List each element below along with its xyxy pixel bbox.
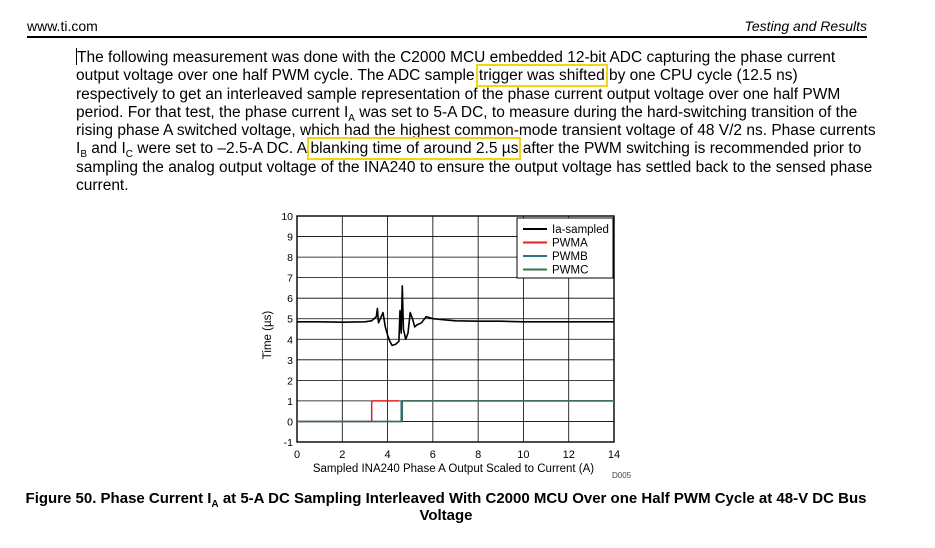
x-tick-label-3: 6	[429, 449, 436, 461]
header-url[interactable]: www.ti.com	[27, 18, 98, 34]
subscript-a: A	[348, 112, 355, 124]
paragraph-text-3: was set to 5-A DC, to measure during the hard-switching transition of the rising phase A switched voltage, which had the highest common-mode transient voltage of 48 V/2 ns. Phase currents I	[76, 103, 876, 158]
y-tick-label-5: 4	[287, 334, 293, 347]
y-tick-label-3: 2	[287, 375, 293, 388]
caption-suffix: at 5-A DC Sampling Interleaved With C2000 MCU Over one Half PWM Cycle at 48-V DC Bus Voltage	[218, 490, 867, 524]
subscript-c: C	[125, 149, 133, 161]
legend-label-3: PWMC	[552, 264, 589, 277]
y-tick-label-2: 1	[287, 395, 293, 408]
series-line-pwmb	[297, 401, 614, 422]
y-tick-label-7: 6	[287, 293, 293, 306]
x-tick-label-5: 10	[517, 449, 530, 461]
paragraph-text-6: after the PWM switching is recommended prior to sampling the analog output voltage of the INA240 to ensure the output voltage has settled back to the sensed phase current.	[76, 140, 873, 195]
caption-prefix: Figure 50. Phase Current I	[25, 490, 212, 507]
y-tick-label-0: -1	[283, 437, 293, 449]
x-tick-label-7: 14	[607, 449, 621, 461]
series-line-pwma	[297, 401, 399, 422]
legend-label-0: Ia-sampled	[552, 224, 609, 236]
y-tick-label-8: 7	[287, 272, 293, 285]
highlight-trigger-shifted: trigger was shifted	[478, 67, 605, 85]
y-tick-label-10: 9	[287, 231, 293, 244]
paragraph-text-2: by one CPU cycle (12.5 ns) respectively to get an interleaved sample representation of the phase current output voltage over one half PWM period. For that test, the phase current I	[76, 67, 841, 121]
subscript-b: B	[80, 149, 87, 161]
legend-label-2: PWMB	[552, 251, 588, 263]
y-tick-label-4: 3	[287, 354, 293, 367]
x-tick-label-1: 2	[339, 449, 346, 461]
figure-id-label: D005	[612, 471, 632, 480]
x-tick-label-6: 12	[562, 449, 575, 461]
y-tick-label-6: 5	[287, 313, 293, 326]
x-axis-label: Sampled INA240 Phase A Output Scaled to Current (A)	[312, 463, 595, 475]
paragraph-text-1: The following measurement was done with the C2000 MCU embedded 12-bit ADC capturing the phase current output voltage over one half PWM cycle. The ADC sample	[76, 49, 836, 85]
y-axis-label: Time (µs)	[262, 310, 274, 360]
y-tick-label-11: 10	[281, 211, 293, 223]
figure-caption	[0, 490, 892, 524]
series-line-pwmc	[297, 401, 614, 422]
legend-label-1: PWMA	[552, 237, 588, 250]
x-tick-label-2: 4	[384, 449, 391, 461]
highlight-blanking-time: blanking time of around 2.5 µs	[310, 140, 519, 158]
paragraph-text-4: and I	[86, 140, 126, 158]
series-line-ia-sampled	[297, 286, 614, 346]
y-tick-label-9: 8	[287, 252, 293, 265]
y-tick-label-1: 0	[287, 416, 293, 429]
x-tick-label-4: 8	[475, 449, 482, 461]
paragraph-text-5: were set to –2.5-A DC. A	[133, 140, 311, 158]
x-tick-label-0: 0	[293, 449, 301, 461]
header-section-title: Testing and Results	[744, 18, 867, 34]
caption-subscript: A	[211, 499, 219, 510]
